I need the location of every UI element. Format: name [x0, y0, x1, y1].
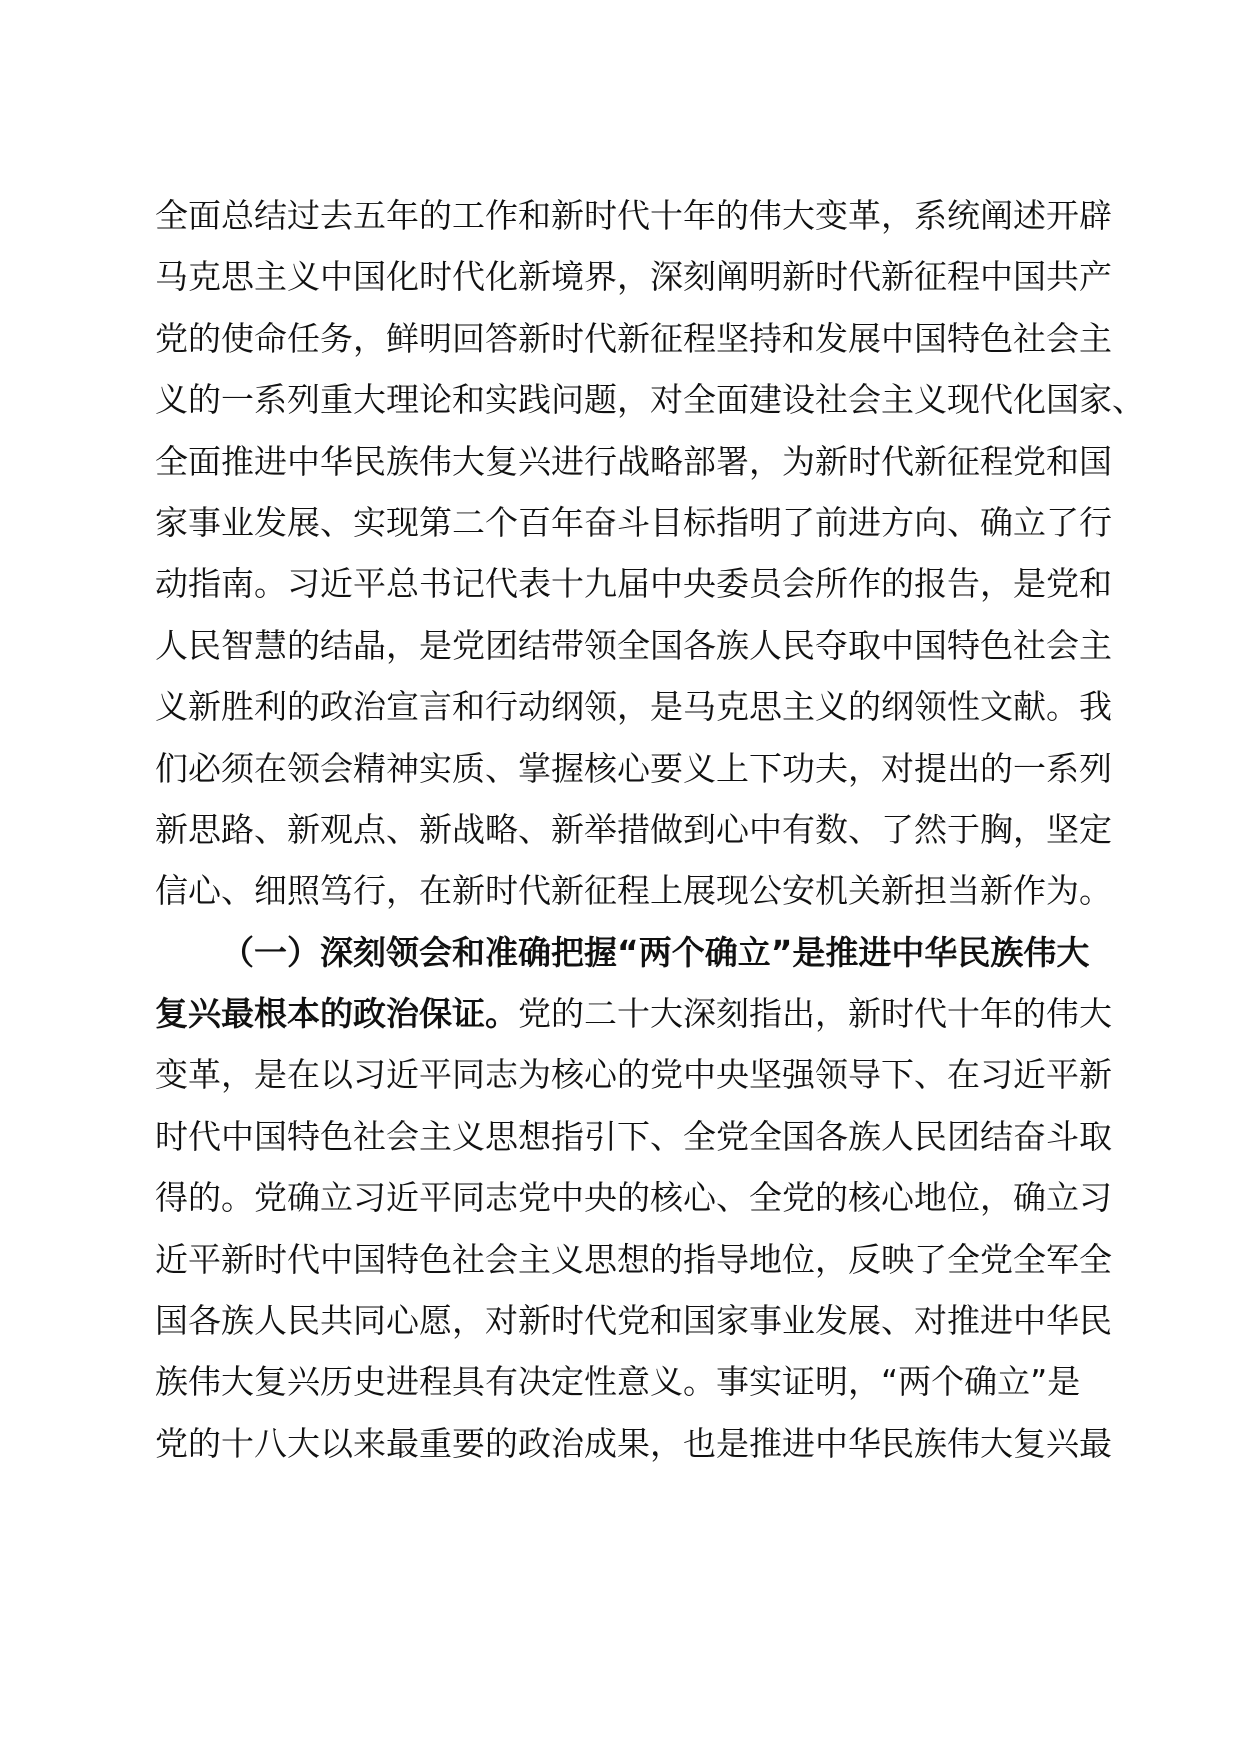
- section-heading-continued: 复兴最根本的政治保证。: [155, 994, 518, 1034]
- text-line: 得的。党确立习近平同志党中央的核心、全党的核心地位，确立习: [155, 1178, 1112, 1218]
- text-line: 党的使命任务，鲜明回答新时代新征程坚持和发展中国特色社会主: [155, 318, 1112, 358]
- text-line: 国各族人民共同心愿，对新时代党和国家事业发展、对推进中华民: [155, 1301, 1112, 1341]
- text-line: 义新胜利的政治宣言和行动纲领，是马克思主义的纲领性文献。我: [155, 687, 1112, 727]
- text-line: 义的一系列重大理论和实践问题，对全面建设社会主义现代化国家、: [155, 380, 1145, 420]
- text-line: 党的十八大以来最重要的政治成果，也是推进中华民族伟大复兴最: [155, 1423, 1112, 1463]
- text-line: 全面推进中华民族伟大复兴进行战略部署，为新时代新征程党和国: [155, 441, 1112, 481]
- text-line: 家事业发展、实现第二个百年奋斗目标指明了前进方向、确立了行: [155, 502, 1112, 542]
- text-line: 近平新时代中国特色社会主义思想的指导地位，反映了全党全军全: [155, 1239, 1112, 1279]
- text-line: 们必须在领会精神实质、掌握核心要义上下功夫，对提出的一系列: [155, 748, 1112, 788]
- section-heading: （一）深刻领会和准确把握“两个确立”是推进中华民族伟大: [221, 932, 1090, 972]
- text-line: 新思路、新观点、新战略、新举措做到心中有数、了然于胸，坚定: [155, 809, 1112, 849]
- text-line: 人民智慧的结晶，是党团结带领全国各族人民夺取中国特色社会主: [155, 625, 1112, 665]
- text-line: [155, 983, 1112, 1044]
- text-line-content: 党的二十大深刻指出，新时代十年的伟大: [518, 994, 1112, 1034]
- text-line: 信心、细照笃行，在新时代新征程上展现公安机关新担当新作为。: [155, 871, 1112, 911]
- text-line: 马克思主义中国化时代化新境界，深刻阐明新时代新征程中国共产: [155, 257, 1112, 297]
- text-line: 变革，是在以习近平同志为核心的党中央坚强领导下、在习近平新: [155, 1055, 1112, 1095]
- body-text: [155, 185, 1145, 1474]
- text-line: 全面总结过去五年的工作和新时代十年的伟大变革，系统阐述开辟: [155, 196, 1112, 235]
- text-line: 动指南。习近平总书记代表十九届中央委员会所作的报告，是党和: [155, 564, 1112, 604]
- text-line: 时代中国特色社会主义思想指引下、全党全国各族人民团结奋斗取: [155, 1116, 1112, 1156]
- text-line: 族伟大复兴历史进程具有决定性意义。事实证明，“两个确立”是: [155, 1362, 1081, 1402]
